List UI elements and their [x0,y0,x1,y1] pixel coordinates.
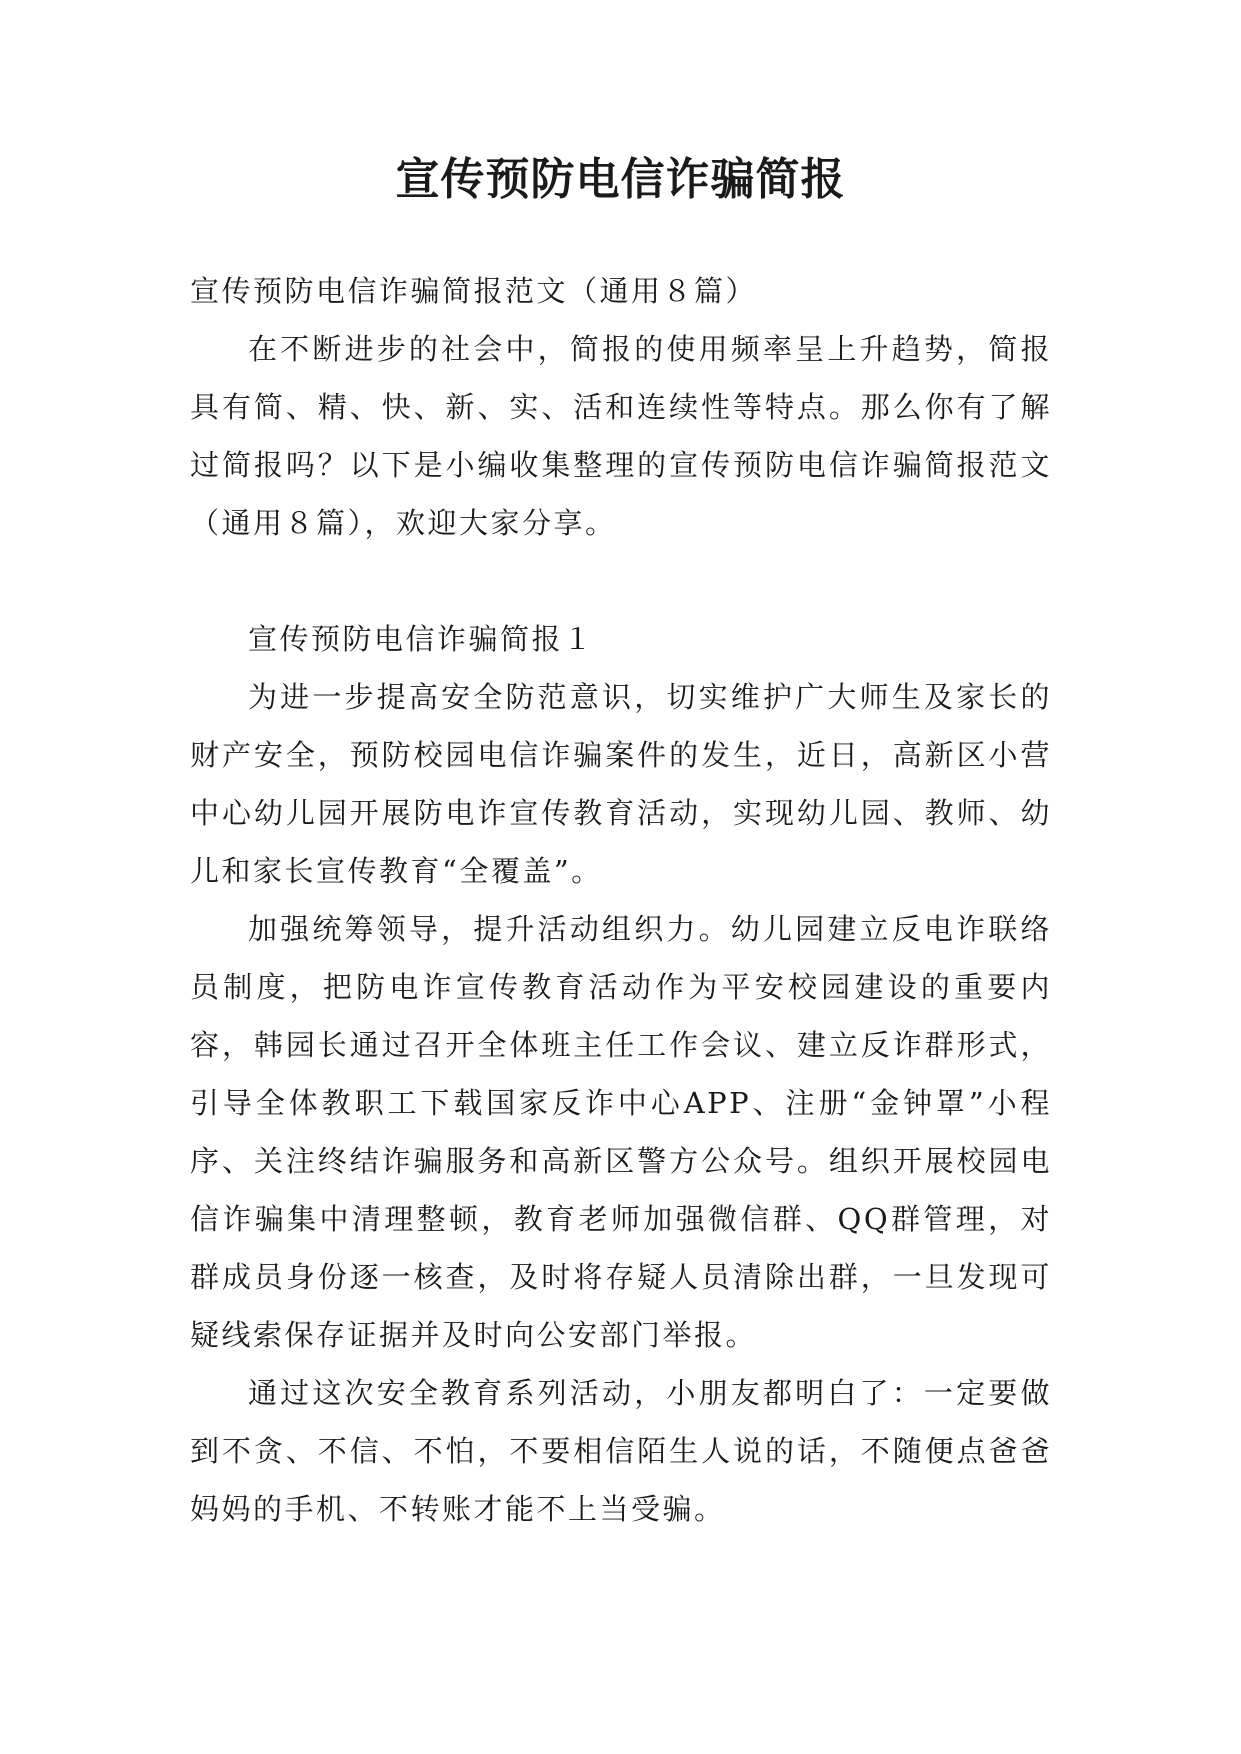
section-spacer [190,552,1052,610]
document-body [190,262,1052,1538]
body-paragraph-2: 加强统筹领导，提升活动组织力。幼儿园建立反电诈联络员制度，把防电诈宣传教育活动作为平安校园建设的重要内容，韩园长通过召开全体班主任工作会议、建立反诈群形式，引导全体教职工下载国家反诈中心APP、注册“金钟罩”小程序、关注终结诈骗服务和高新区警方公众号。组织开展校园电信诈骗集中清理整顿，教育老师加强微信群、QQ群管理，对群成员身份逐一核查，及时将存疑人员清除出群，一旦发现可疑线索保存证据并及时向公安部门举报。 [190,912,1052,1352]
body-paragraph-1: 为进一步提高安全防范意识，切实维护广大师生及家长的财产安全，预防校园电信诈骗案件的发生，近日，高新区小营中心幼儿园开展防电诈宣传教育活动，实现幼儿园、教师、幼儿和家长宣传教育“全覆盖”。 [190,680,1052,888]
document-subtitle: 宣传预防电信诈骗简报范文（通用８篇） [190,274,758,308]
document-title: 宣传预防电信诈骗简报 [395,154,846,205]
section-heading: 宣传预防电信诈骗简报１ [248,622,595,656]
body-paragraph-3: 通过这次安全教育系列活动，小朋友都明白了：一定要做到不贪、不信、不怕，不要相信陌生人说的话，不随便点爸爸妈妈的手机、不转账才能不上当受骗。 [190,1376,1052,1526]
intro-paragraph: 在不断进步的社会中，简报的使用频率呈上升趋势，简报具有简、精、快、新、实、活和连续性等特点。那么你有了解过简报吗？以下是小编收集整理的宣传预防电信诈骗简报范文（通用８篇），欢迎大家分享。 [190,332,1052,540]
